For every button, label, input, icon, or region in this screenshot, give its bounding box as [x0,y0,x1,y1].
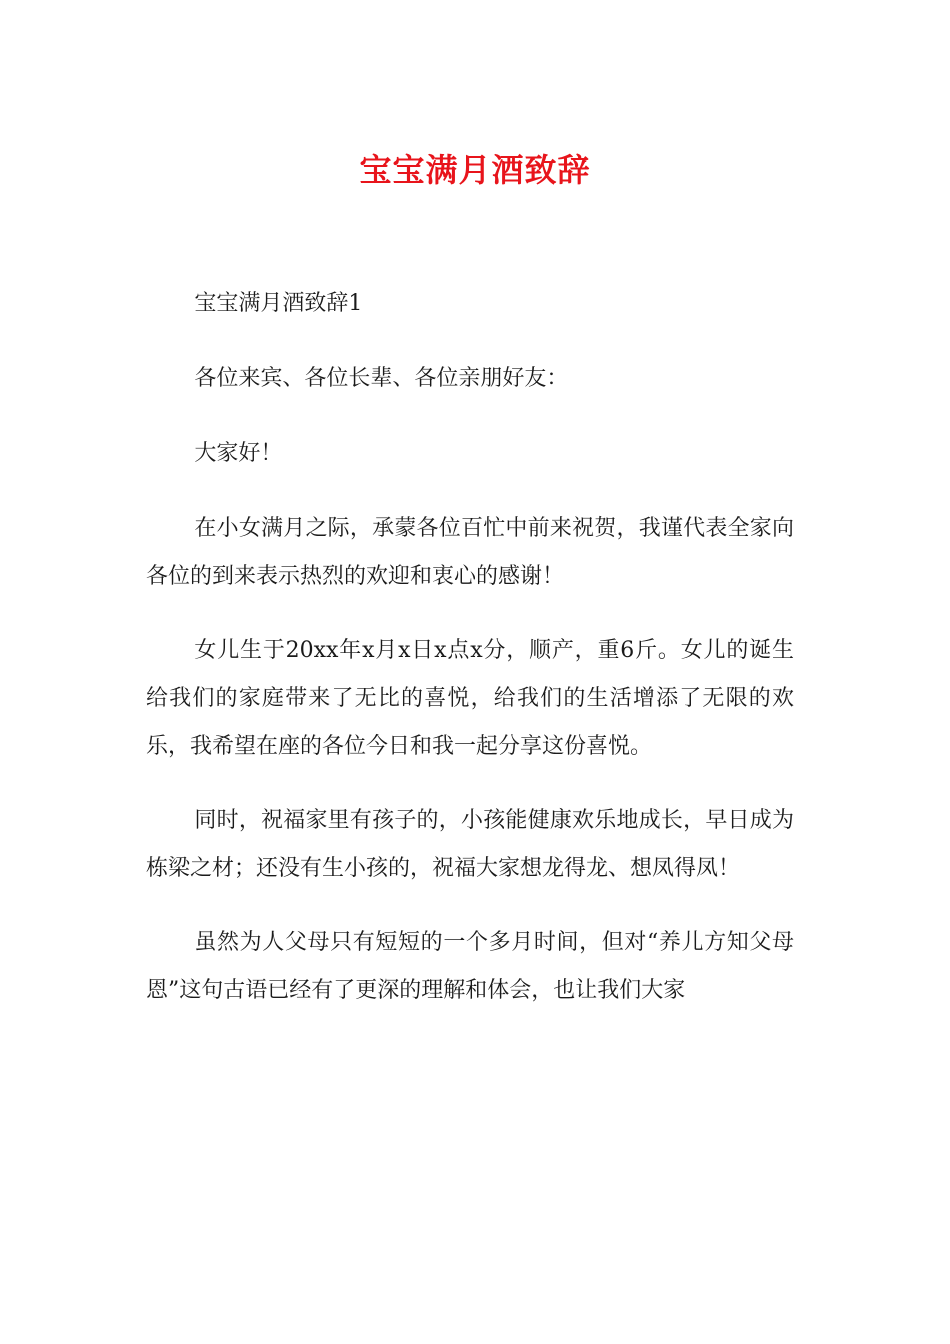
paragraph-blessing: 同时，祝福家里有孩子的，小孩能健康欢乐地成长，早日成为栋梁之材；还没有生小孩的，祝福大家想龙得龙、想凤得凤！ [146,808,794,881]
paragraph-parents: 虽然为人父母只有短短的一个多月时间，但对“养儿方知父母恩”这句古语已经有了更深的理解和体会，也让我们大家 [146,930,794,1003]
document-body [146,280,794,1041]
paragraph-birth: 女儿生于20xx年x月x日x点x分，顺产，重6斤。女儿的诞生给我们的家庭带来了无比的喜悦，给我们的生活增添了无限的欢乐，我希望在座的各位今日和我一起分享这份喜悦。 [146,638,794,759]
paragraph-greeting: 大家好！ [194,441,283,466]
paragraph-heading: 宝宝满月酒致辞1 [194,291,363,316]
paragraph-welcome: 在小女满月之际，承蒙各位百忙中前来祝贺，我谨代表全家向各位的到来表示热烈的欢迎和衷心的感谢！ [146,516,794,589]
paragraph-salutation: 各位来宾、各位长辈、各位亲朋好友： [194,366,569,391]
document-title: 宝宝满月酒致辞 [359,151,591,189]
